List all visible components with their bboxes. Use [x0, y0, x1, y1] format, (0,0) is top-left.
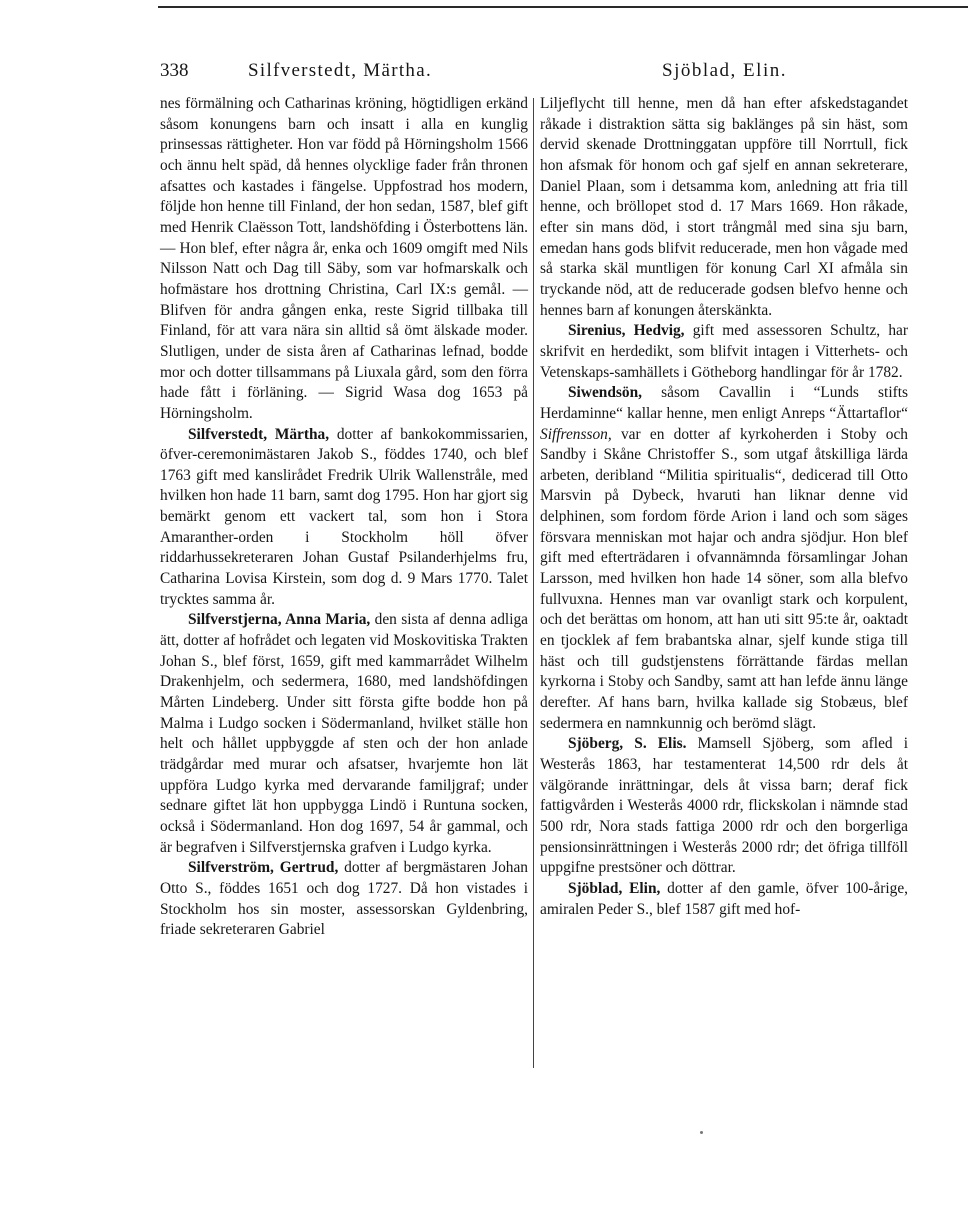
entry-italic-name: Siffrensson, — [540, 425, 612, 443]
entry-headword: Silfverström, Gertrud, — [188, 859, 339, 877]
entry-text: gift med assessoren Schultz, har skrifvit en herdedikt, som blifvit intagen i Vitterhets- och Vetenskaps-samhällets i Götheborg handlingar för år 1782. — [540, 322, 908, 381]
running-title-left: Silfverstedt, Märtha. — [248, 60, 433, 81]
entry-silfverstedt — [160, 425, 528, 611]
entry-silfverstrom — [160, 858, 528, 941]
entry-text: dotter af bankokommissarien, öfver-ceremonimästaren Jakob S., föddes 1740, och blef 1763 gift med kanslirådet Fredrik Ulrik Wallenstråle, med hvilken hon hade 11 barn, samt dog 1795. Hon har gjort sig bemärkt genom ett vackert tal, som hon i Stora Amaranther-orden i Stockholm höll öfver riddarhussekreteraren Johan Gustaf Psilanderhjelms fru, Catharina Lovisa Kirstein, som dog d. 9 Mars 1770. Talet trycktes samma år. — [160, 425, 528, 608]
entry-headword: Silfverstjerna, Anna Maria, — [188, 611, 371, 629]
left-paragraph-sigrid-continued — [160, 94, 528, 425]
entry-sirenius — [540, 321, 908, 383]
entry-headword: Silfverstedt, Märtha, — [188, 425, 330, 443]
entry-text: Mamsell Sjöberg, som afled i Westerås 1863, har testamenterat 14,500 rdr dels åt välgörande inrättningar, dels åt vissa barn; deraf fick fattigvården i Westerås 4000 rdr, flickskolan i nämnde stad 500 rdr, Nora stads fattiga 2000 rdr och den borgerliga pensionsinrättningen i Westerås 2000 rdr; det öfriga tillföll uppgifne prestsöner och döttrar. — [540, 735, 908, 877]
entry-text-intro: såsom Cavallin i “Lunds stifts Herdaminne“ kallar henne, men enligt Anreps “Ättartaflor“ — [540, 384, 908, 422]
entry-sjoberg — [540, 734, 908, 879]
paragraph-text: nes förmälning och Catharinas kröning, högtidligen erkänd såsom konungens barn och insatt i alla en kunglig prinsessas rättigheter. Hon var född på Hörningsholm 1566 och ännu helt späd, då hennes olycklige fader från thronen afsattes och kastades i fängelse. Uppfostrad hos modern, följde hon henne till Finland, der hon sedan, 1587, blef gift med Henrik Claësson Tott, landshöfding i Österbottens län. — Hon blef, efter några år, enka och 1609 omgift med Nils Nilsson Natt och Dag till Säby, som var hofmarskalk och hofmästare hos drottning Christina, Carl IX:s gemål. — Blifven för andra gången enka, reste Sigrid tillbaka till Finland, för att vara nära sin alltid så ömt älskade moder. Slutligen, under de sista åren af Catharinas lefnad, bodde mor och dotter tillsammans på Liuxala gård, som den förra hade fått i förläning. — Sigrid Wasa dog 1653 på Hörningsholm. — [160, 95, 528, 422]
entry-siwendson — [540, 383, 908, 734]
column-divider — [533, 98, 534, 1068]
entry-text: var en dotter af kyrkoherden i Stoby och Sandby i Skåne Christoffer S., som utgaf åtskilliga lärda arbeten, deribland “Militia spiritualis“, dedicerad till Otto Marsvin på Dybeck, hvaruti han liknar denne vid delphinen, som fordom förde Arion i land och som säges försvara menniskan mot hajar och andra sjödjur. Hon blef gift med efterträdaren i ofvannämnda församlingar Johan Larsson, med hvilken hon hade 14 söner, som alla blefvo fullvuxna. Hennes man var ovanligt stark och korpulent, och det berättas om honom, att han uti sitt 95:te år, oaktadt en tjocklek af fem brabantska alnar, sjelf kunde stiga till häst och till gudstjenstens förrättande färdas mellan kyrkorna i Stoby och Sandby, samt att han lefde ännu länge derefter. Af hans barn, hvilka kallade sig Stobæus, blef sedermera en namnkunnig och berömd slägt. — [540, 425, 908, 732]
entry-silfverstjerna — [160, 610, 528, 858]
entry-headword: Siwendsön, — [568, 384, 642, 402]
running-title-right: Sjöblad, Elin. — [662, 60, 787, 81]
entry-text: dotter af den gamle, öfver 100-årige, amiralen Peder S., blef 1587 gift med hof- — [540, 879, 909, 918]
top-rule — [158, 6, 968, 8]
entry-sjoblad — [540, 879, 908, 920]
running-header — [0, 60, 968, 90]
print-speck — [700, 1131, 703, 1134]
page-number: 338 — [160, 60, 189, 81]
paragraph-text: Liljeflycht till henne, men då han efter afskedstagandet råkade i distraktion sätta sig baklänges på sin häst, som dervid skenade Drottninggatan uppföre till Norrtull, fick hon afsmak för honom och gaf sjelf en annan sekreterare, Daniel Plaan, som i detsamma kom, anledning att fria till henne, och bröllopet stod d. 17 Mars 1669. Hon råkade, efter sin mans död, i stort trångmål med sina sju barn, emedan hans gods blifvit reducerade, men hon vågade med så starka skäl muntligen för konung Carl XI afmåla sin tryckande nöd, att de reducerade godsen blefvo henne och hennes barn af konungen återskänkta. — [540, 95, 908, 319]
entry-text: den sista af denna adliga ätt, dotter af hofrådet och legaten vid Moskovitiska Trakten Johan S., blef först, 1659, gift med kammarrådet Wilhelm Drakenhjelm, och sedermera, 1680, med landshöfdingen Mårten Lindeberg. Under sitt första gifte bodde hon på Malma i Ludgo socken i Södermanland, hvilket ställe hon helt och hållet uppbyggde af sten och der hon anlade trädgårdar med murar och afsatser, hvarjemte hon lät uppföra Ludgo kyrka med dervarande familjgraf; under sednare giftet lät hon uppbygga Lindö i Runtuna socken, också i Södermanland. Hon dog 1697, 54 år gammal, och är begrafven i Silfverstjernska grafven i Ludgo kyrka. — [160, 611, 528, 856]
entry-text: dotter af bergmästaren Johan Otto S., föddes 1651 och dog 1727. Då hon vistades i Stockholm hos sin moster, assessorskan Gyldenbring, friade sekreteraren Gabriel — [160, 859, 528, 939]
right-column — [540, 94, 908, 920]
entry-headword: Sjöblad, Elin, — [568, 879, 661, 897]
left-column — [160, 94, 528, 941]
right-paragraph-silfverstrom-continued — [540, 94, 908, 321]
entry-headword: Sjöberg, S. Elis. — [568, 735, 687, 753]
entry-headword: Sirenius, Hedvig, — [568, 322, 685, 340]
